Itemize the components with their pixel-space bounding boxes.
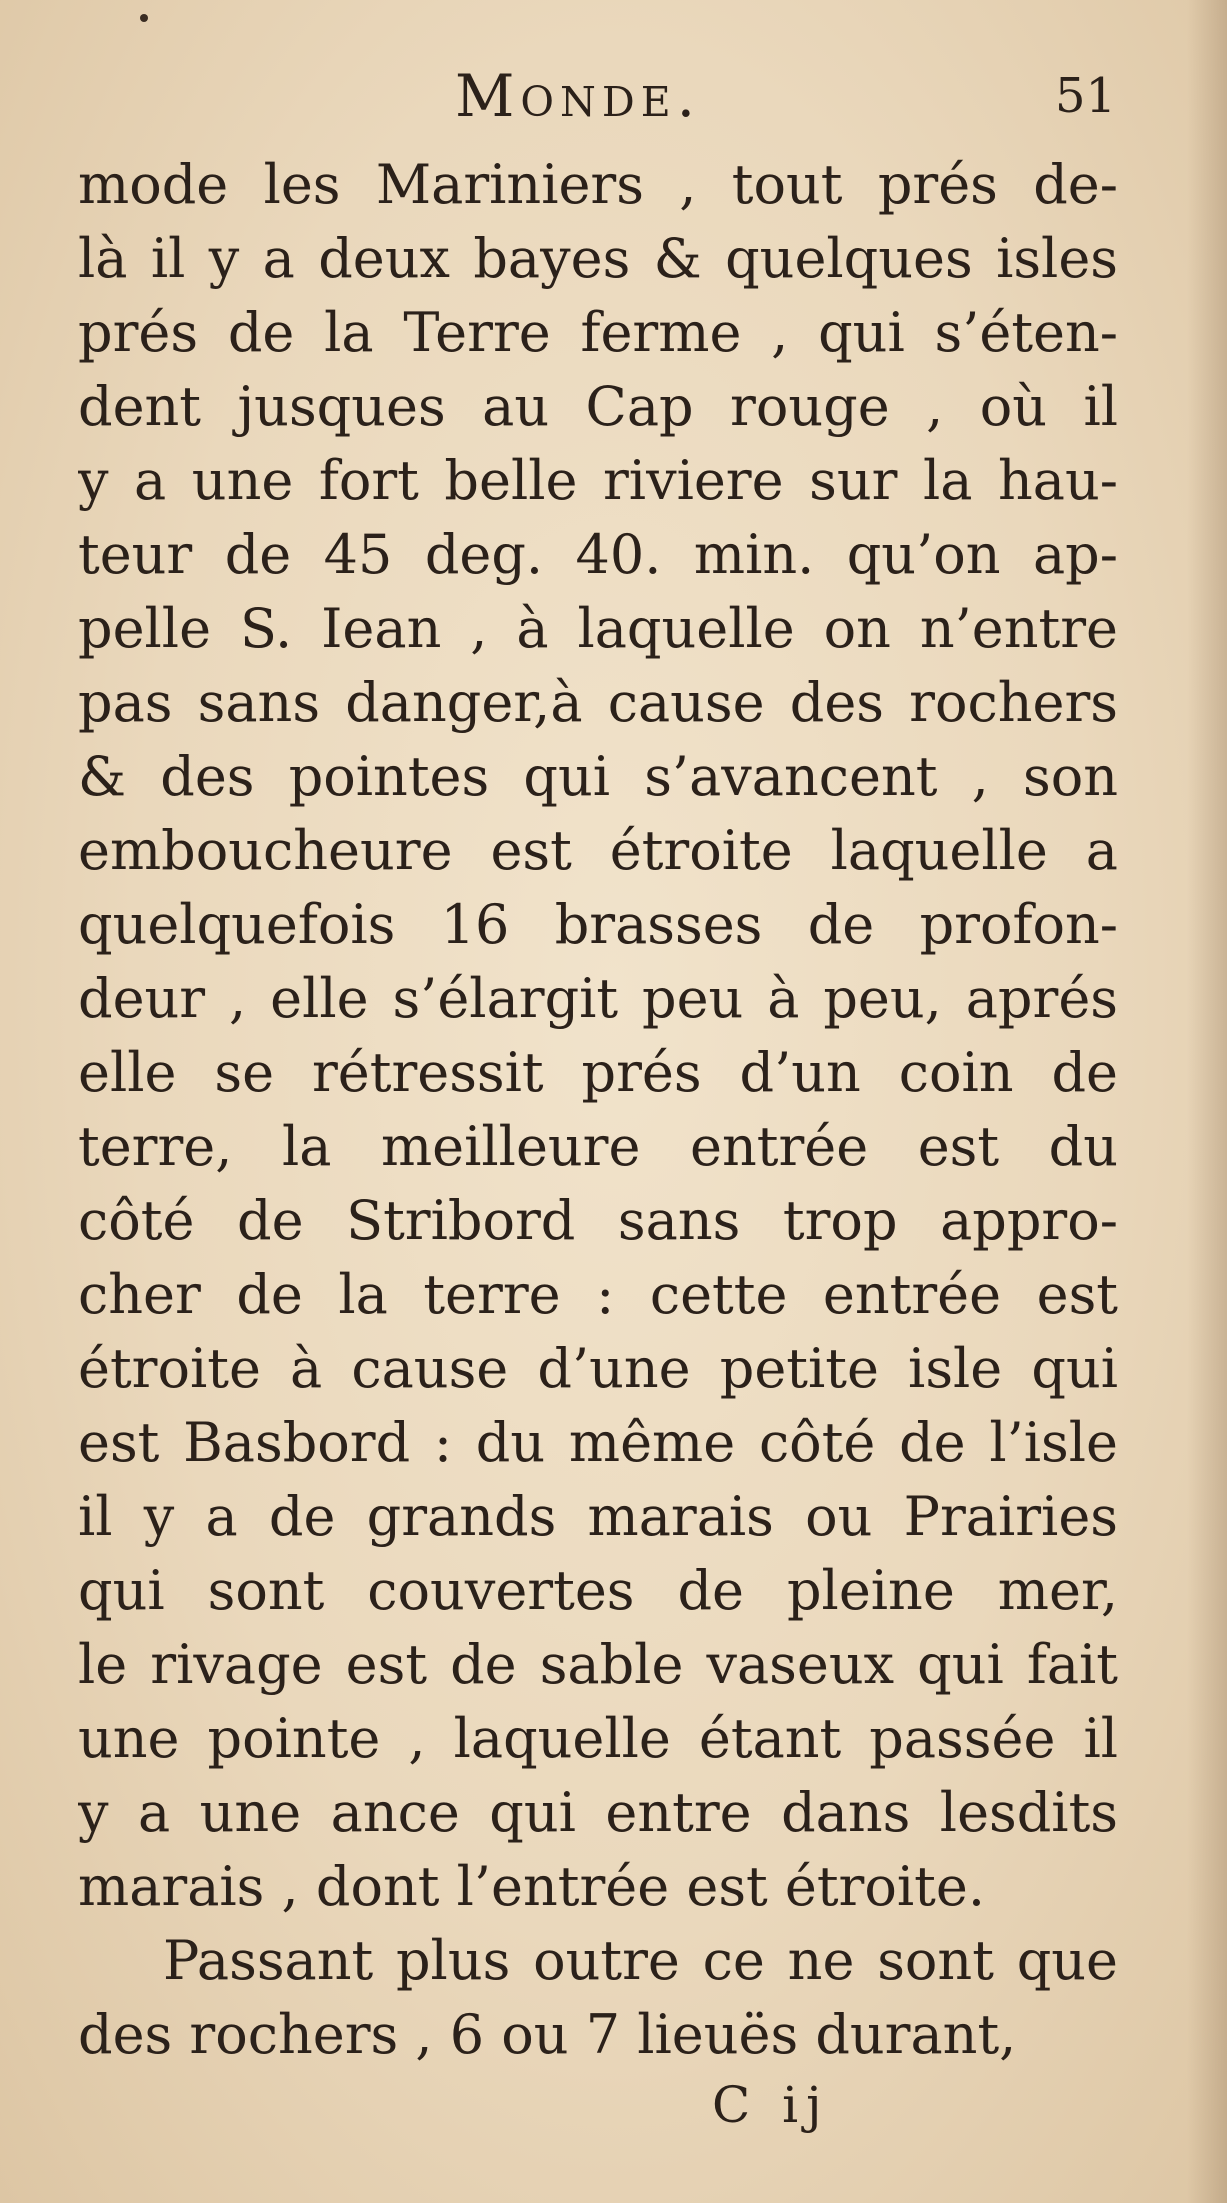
text-line: y a une ance qui entre dans lesdits — [78, 1781, 1118, 1844]
text-line: & des pointes qui s’avancent , son — [78, 745, 1118, 808]
text-line: dent jusques au Cap rouge , où il — [78, 375, 1118, 438]
text-line: prés de la Terre ferme , qui s’éten- — [78, 301, 1118, 364]
text-line: emboucheure est étroite laquelle a — [78, 819, 1118, 882]
text-line: là il y a deux bayes & quelques isles — [78, 227, 1118, 290]
text-line: le rivage est de sable vaseux qui fait — [78, 1633, 1118, 1696]
text-line: il y a de grands marais ou Prairies — [78, 1485, 1118, 1548]
paragraph-first-line: Passant plus outre ce ne sont que — [163, 1929, 1118, 1992]
running-title: Monde. — [455, 62, 702, 130]
page-header — [0, 62, 1227, 142]
text-line: mode les Mariniers , tout prés de- — [78, 153, 1118, 216]
text-line: marais , dont l’entrée est étroite. — [78, 1855, 985, 1918]
page-number: 51 — [1055, 68, 1117, 124]
text-line: terre, la meilleure entrée est du — [78, 1115, 1118, 1178]
page-edge-shadow — [1187, 0, 1227, 2203]
text-line: qui sont couvertes de pleine mer, — [78, 1559, 1118, 1622]
text-line: elle se rétressit prés d’un coin de — [78, 1041, 1118, 1104]
text-line: une pointe , laquelle étant passée il — [78, 1707, 1118, 1770]
text-line: pelle S. Iean , à laquelle on n’entre — [78, 597, 1118, 660]
text-line: étroite à cause d’une petite isle qui — [78, 1337, 1118, 1400]
text-line: côté de Stribord sans trop appro- — [78, 1189, 1118, 1252]
ink-speck — [140, 14, 148, 22]
text-line: cher de la terre : cette entrée est — [78, 1263, 1118, 1326]
text-line: des rochers , 6 ou 7 lieuës durant, — [78, 2003, 1017, 2066]
text-line: est Basbord : du même côté de l’isle — [78, 1411, 1118, 1474]
body-text — [78, 148, 1118, 2072]
text-line: deur , elle s’élargit peu à peu, aprés — [78, 967, 1118, 1030]
text-line: pas sans danger,à cause des rochers — [78, 671, 1118, 734]
text-line: quelquefois 16 brasses de profon- — [78, 893, 1118, 956]
text-line: teur de 45 deg. 40. min. qu’on ap- — [78, 523, 1118, 586]
signature-mark: C ij — [712, 2076, 830, 2134]
text-line: y a une fort belle riviere sur la hau- — [78, 449, 1118, 512]
